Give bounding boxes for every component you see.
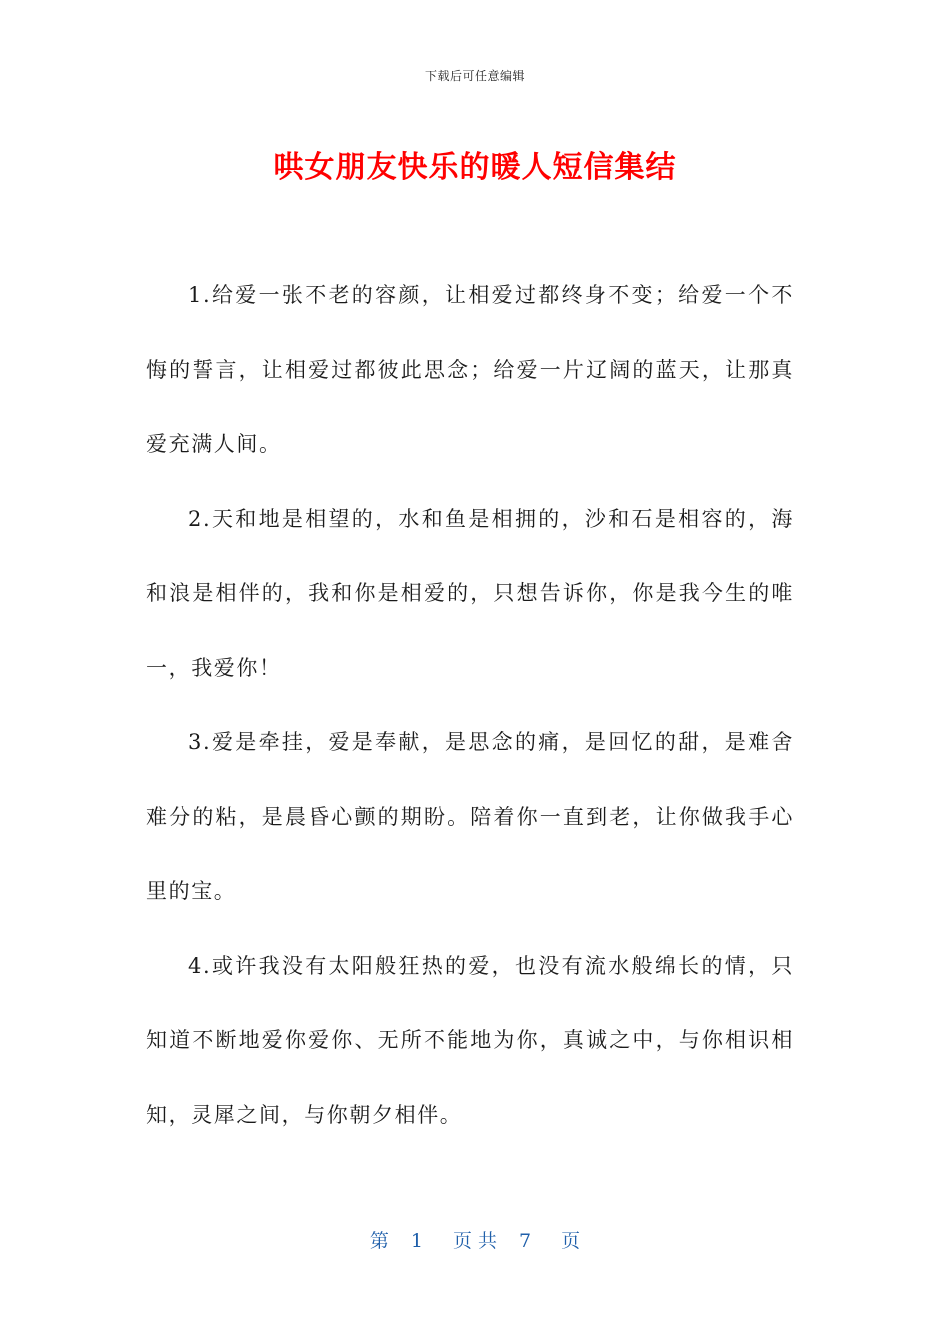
document-title: 哄女朋友快乐的暖人短信集结 — [273, 150, 677, 185]
footer-middle: 页 共 — [452, 1230, 498, 1252]
document-body — [146, 258, 794, 1152]
footer-suffix: 页 — [561, 1230, 581, 1252]
footer-current-page: 1 — [410, 1230, 423, 1252]
paragraph-1: 1.给爱一张不老的容颜，让相爱过都终身不变；给爱一个不悔的誓言，让相爱过都彼此思念；给爱一片辽阔的蓝天，让那真爱充满人间。 — [146, 283, 794, 456]
paragraph-2: 2.天和地是相望的，水和鱼是相拥的，沙和石是相容的，海和浪是相伴的，我和你是相爱的，只想告诉你，你是我今生的唯一，我爱你！ — [146, 506, 794, 680]
paragraph-4: 4.或许我没有太阳般狂热的爱，也没有流水般绵长的情，只知道不断地爱你爱你、无所不能地为你，真诚之中，与你相识相知，灵犀之间，与你朝夕相伴。 — [146, 953, 794, 1127]
footer-prefix: 第 — [369, 1230, 389, 1252]
header-note: 下载后可任意编辑 — [424, 69, 525, 83]
page-footer — [0, 1226, 950, 1253]
footer-total-pages: 7 — [519, 1230, 532, 1252]
paragraph-3: 3.爱是牵挂，爱是奉献，是思念的痛，是回忆的甜，是难舍难分的粘，是晨昏心颤的期盼。陪着你一直到老，让你做我手心里的宝。 — [146, 730, 794, 903]
